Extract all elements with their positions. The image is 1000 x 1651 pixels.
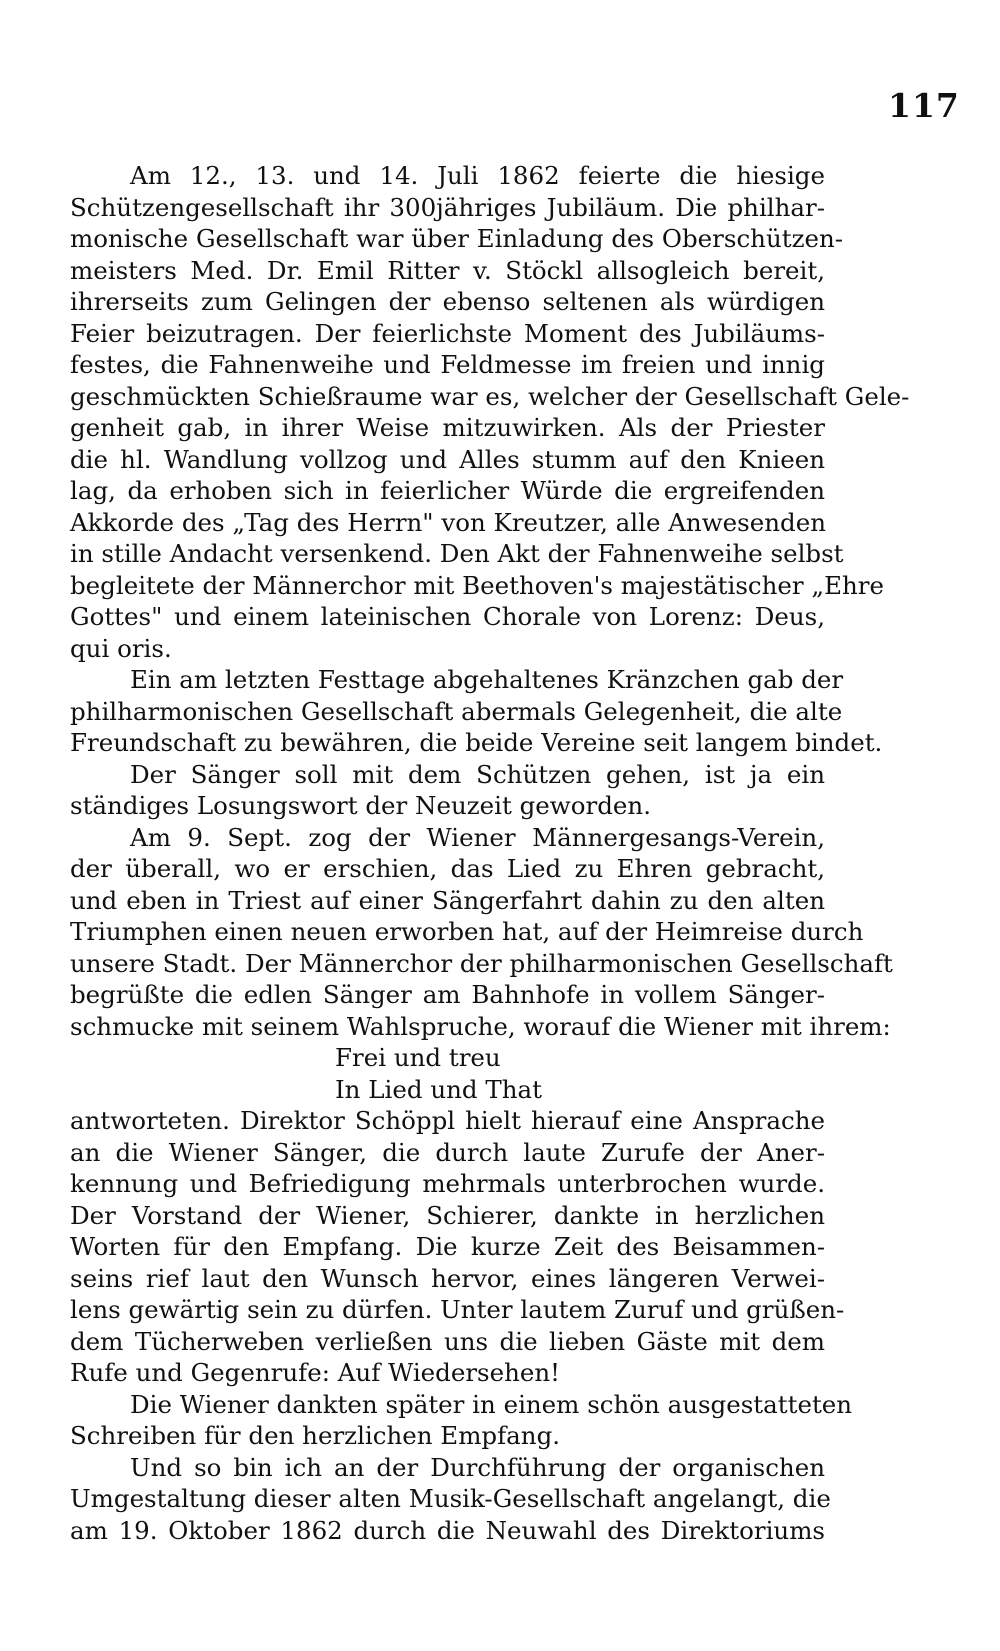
text-line: kennung und Befriedigung mehrmals unterbrochen wurde.: [70, 1169, 825, 1198]
text-line: in stille Andacht versenkend. Den Akt der Fahnenweihe selbst: [70, 539, 844, 568]
text-line: Der Sänger soll mit dem Schützen gehen, ist ja ein: [130, 759, 825, 789]
text-line: meisters Med. Dr. Emil Ritter v. Stöckl allsogleich bereit,: [70, 255, 825, 285]
text-line: genheit gab, in ihrer Weise mitzuwirken. Als der Priester: [70, 413, 825, 442]
text-line: Am 12., 13. und 14. Juli 1862 feierte die hiesige: [130, 161, 825, 190]
text-line: antworteten. Direktor Schöppl hielt hierauf eine Ansprache: [70, 1106, 825, 1135]
verse-line: In Lied und That: [335, 1074, 542, 1104]
text-line: an die Wiener Sänger, die durch laute Zurufe der Aner-: [70, 1137, 825, 1167]
text-line: und eben in Triest auf einer Sängerfahrt dahin zu den alten: [70, 885, 825, 915]
text-line: geschmückten Schießraume war es, welcher der Gesellschaft Gele-: [70, 381, 910, 411]
text-line: dem Tücherweben verließen uns die lieben Gäste mit dem: [70, 1326, 825, 1356]
text-line: Umgestaltung dieser alten Musik-Gesellschaft angelangt, die: [70, 1484, 831, 1513]
text-line: Und so bin ich an der Durchführung der organischen: [130, 1452, 825, 1482]
text-line: qui oris.: [70, 633, 172, 663]
text-line: seins rief laut den Wunsch hervor, eines längeren Verwei-: [70, 1263, 825, 1293]
text-line: am 19. Oktober 1862 durch die Neuwahl des Direktoriums: [70, 1515, 825, 1545]
paragraph-lines: [70, 160, 910, 1042]
text-line: philharmonischen Gesellschaft abermals Gelegenheit, die alte: [70, 696, 843, 726]
text-line: der überall, wo er erschien, das Lied zu Ehren gebracht,: [70, 854, 825, 883]
text-line: ständiges Losungswort der Neuzeit geworden.: [70, 791, 651, 820]
text-line: Triumphen einen neuen erworben hat, auf der Heimreise durch: [70, 917, 864, 946]
text-line: begrüßte die edlen Sänger am Bahnhofe in vollem Sänger-: [70, 980, 825, 1009]
paragraph-lines-continued: [70, 1105, 853, 1546]
text-line: lens gewärtig sein zu dürfen. Unter lautem Zuruf und grüßen-: [70, 1295, 845, 1324]
page-number: 117: [888, 86, 960, 125]
text-line: Worten für den Empfang. Die kurze Zeit des Beisammen-: [70, 1232, 825, 1261]
text-line: Freundschaft zu bewähren, die beide Vereine seit langem bindet.: [70, 728, 883, 757]
text-line: begleitete der Männerchor mit Beethoven's majestätischer „Ehre: [70, 570, 884, 600]
text-line: Rufe und Gegenrufe: Auf Wiedersehen!: [70, 1358, 561, 1387]
text-line: festes, die Fahnenweihe und Feldmesse im freien und innig: [70, 350, 825, 379]
text-line: monische Gesellschaft war über Einladung des Oberschützen-: [70, 224, 844, 253]
body-text: [70, 160, 910, 1546]
text-line: schmucke mit seinem Wahlspruche, worauf die Wiener mit ihrem:: [70, 1011, 891, 1041]
text-line: Schreiben für den herzlichen Empfang.: [70, 1421, 561, 1450]
text-line: Die Wiener dankten später in einem schön ausgestatteten: [130, 1389, 853, 1419]
text-line: die hl. Wandlung vollzog und Alles stumm auf den Knieen: [70, 444, 825, 474]
verse-quote: [70, 1042, 825, 1105]
text-line: unsere Stadt. Der Männerchor der philharmonischen Gesellschaft: [70, 948, 893, 978]
text-line: Ein am letzten Festtage abgehaltenes Kränzchen gab der: [130, 665, 844, 694]
text-line: Akkorde des „Tag des Herrn" von Kreutzer, alle Anwesenden: [70, 507, 826, 537]
text-line: Feier beizutragen. Der feierlichste Moment des Jubiläums-: [70, 318, 825, 348]
text-line: lag, da erhoben sich in feierlicher Würde die ergreifenden: [70, 476, 825, 505]
text-line: Am 9. Sept. zog der Wiener Männergesangs-Verein,: [130, 822, 825, 852]
text-line: ihrerseits zum Gelingen der ebenso seltenen als würdigen: [70, 287, 825, 316]
text-line: Gottes" und einem lateinischen Chorale von Lorenz: Deus,: [70, 602, 825, 631]
text-line: Der Vorstand der Wiener, Schierer, dankte in herzlichen: [70, 1200, 825, 1230]
text-line: Schützengesellschaft ihr 300jähriges Jubiläum. Die philhar-: [70, 192, 825, 222]
verse-line: Frei und treu: [335, 1043, 501, 1072]
